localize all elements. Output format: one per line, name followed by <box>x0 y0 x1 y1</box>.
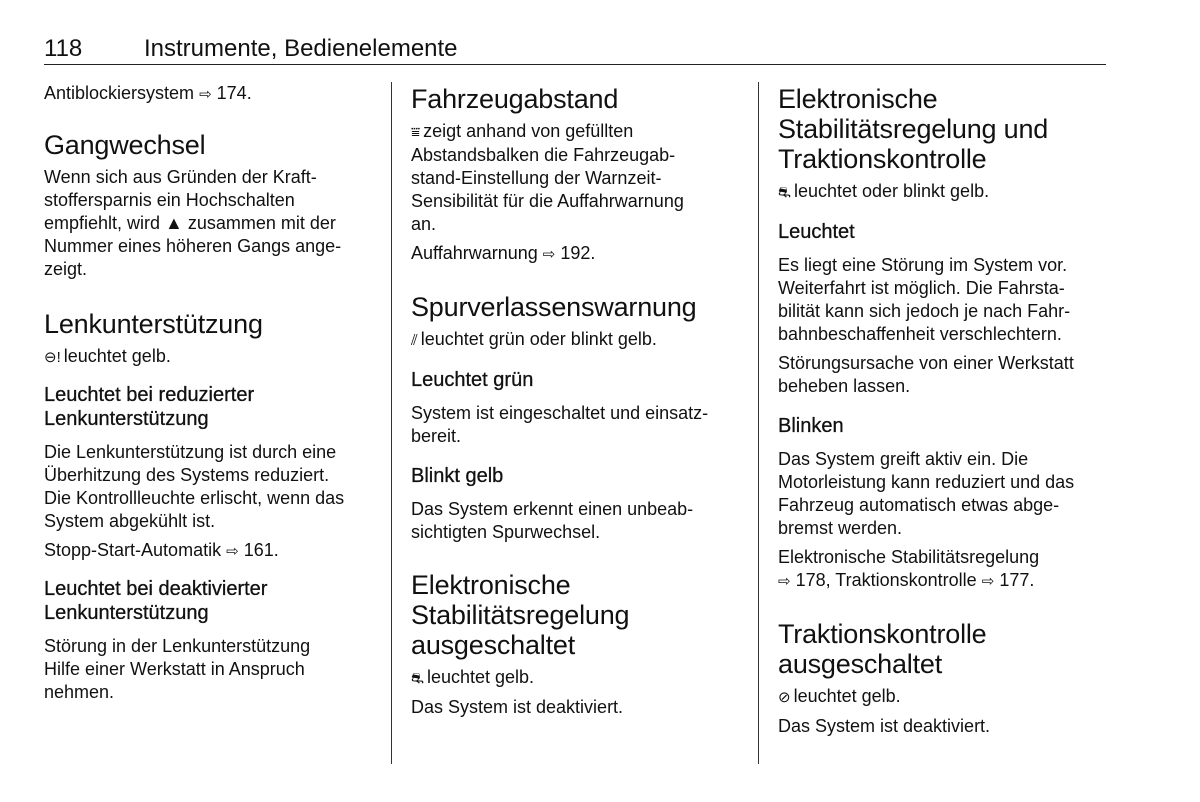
section-heading: Elektronische Stabilitätsregelung ausgeschaltet <box>411 570 630 660</box>
lane-departure-icon: ⫽ <box>411 332 418 349</box>
section-heading: Elektronische Stabilitätsregelung und Traktionskontrolle <box>778 84 1049 174</box>
paragraph: Die Lenkunterstützung ist durch eine Überhitzung des Systems reduziert. Die Kontrollleuchte erlischt, wenn das System abgekühlt ist. <box>44 442 345 531</box>
arrow-right-outline-icon: ⇨ <box>778 573 791 590</box>
section-heading: Gangwechsel <box>44 130 206 160</box>
paragraph: ⩸ zeigt anhand von gefüllten Abstandsbalken die Fahrzeugab- stand-Einstellung der Warnzeit- Sensibilität für die Auffahrwarnung an. <box>411 121 684 234</box>
esc-off-icon: ⛐ <box>411 670 424 687</box>
status-line: ⊖! leuchtet gelb. <box>44 345 374 369</box>
arrow-right-outline-icon: ⇨ <box>542 246 556 263</box>
traction-control-off-icon: ⊘ <box>778 689 791 706</box>
subheading: Leuchtet bei deaktivierter Lenkunterstützung <box>44 578 268 624</box>
following-distance-icon: ⩸ <box>411 124 421 141</box>
running-title: Instrumente, Bedienelemente <box>144 35 458 62</box>
subheading: Blinken <box>778 415 844 437</box>
arrow-right-outline-icon: ⇨ <box>226 543 239 560</box>
section-heading: Fahrzeugabstand <box>411 84 619 114</box>
paragraph: Das System ist deaktiviert. <box>411 697 624 717</box>
status-line: ⫽ leuchtet grün oder blinkt gelb. <box>411 328 741 352</box>
subheading: Leuchtet <box>778 221 855 243</box>
paragraph: System ist eingeschaltet und einsatz- bereit. <box>411 403 709 446</box>
status-line: ⊘ leuchtet gelb. <box>778 685 1110 709</box>
cross-reference: Auffahrwarnung ⇨ 192. <box>411 243 596 263</box>
abs-reference: Antiblockiersystem ⇨ 174. <box>44 83 252 103</box>
arrow-right-outline-icon: ⇨ <box>981 573 995 590</box>
subheading: Leuchtet bei reduzierter Lenkunterstützung <box>44 384 255 430</box>
subheading: Blinkt gelb <box>411 465 504 487</box>
cross-reference: Elektronische Stabilitätsregelung ⇨ 178, Traktionskontrolle ⇨ 177. <box>778 547 1040 590</box>
paragraph: Das System ist deaktiviert. <box>778 716 991 736</box>
column-2 <box>411 84 741 719</box>
cross-reference: Stopp-Start-Automatik ⇨ 161. <box>44 540 279 560</box>
paragraph: Das System erkennt einen unbeab- sichtigten Spurwechsel. <box>411 499 694 542</box>
section-heading: Traktionskontrolle ausgeschaltet <box>778 619 987 679</box>
subheading: Leuchtet grün <box>411 369 534 391</box>
column-1 <box>44 82 374 704</box>
status-line: ⛐ leuchtet gelb. <box>411 666 741 690</box>
status-line: ⛐ leuchtet oder blinkt gelb. <box>778 180 1110 204</box>
paragraph: Störung in der Lenkunterstützung Hilfe einer Werkstatt in Anspruch nehmen. <box>44 636 311 702</box>
section-heading: Lenkunterstützung <box>44 309 263 339</box>
paragraph: Wenn sich aus Gründen der Kraft- stoffersparnis ein Hochschalten empfiehlt, wird ▲ zusammen mit der Nummer eines höheren Gangs ange- zeigt. <box>44 167 342 279</box>
column-divider <box>391 82 392 764</box>
column-divider <box>758 82 759 764</box>
paragraph: Es liegt eine Störung im System vor. Weiterfahrt ist möglich. Die Fahrsta- bilität kann sich jedoch je nach Fahr- bahnbeschaffenheit verschlechtern. <box>778 255 1071 344</box>
steering-assist-warning-icon: ⊖! <box>44 349 61 366</box>
column-3 <box>778 84 1110 738</box>
page-header <box>44 30 1106 65</box>
paragraph: Störungsursache von einer Werkstatt beheben lassen. <box>778 353 1074 396</box>
section-heading: Spurverlassenswarnung <box>411 292 697 322</box>
arrow-right-outline-icon: ⇨ <box>199 86 212 103</box>
paragraph: Das System greift aktiv ein. Die Motorleistung kann reduziert und das Fahrzeug automatisch etwas abge- bremst werden. <box>778 449 1075 538</box>
esc-traction-icon: ⛐ <box>778 184 791 201</box>
page-number: 118 <box>44 35 83 62</box>
